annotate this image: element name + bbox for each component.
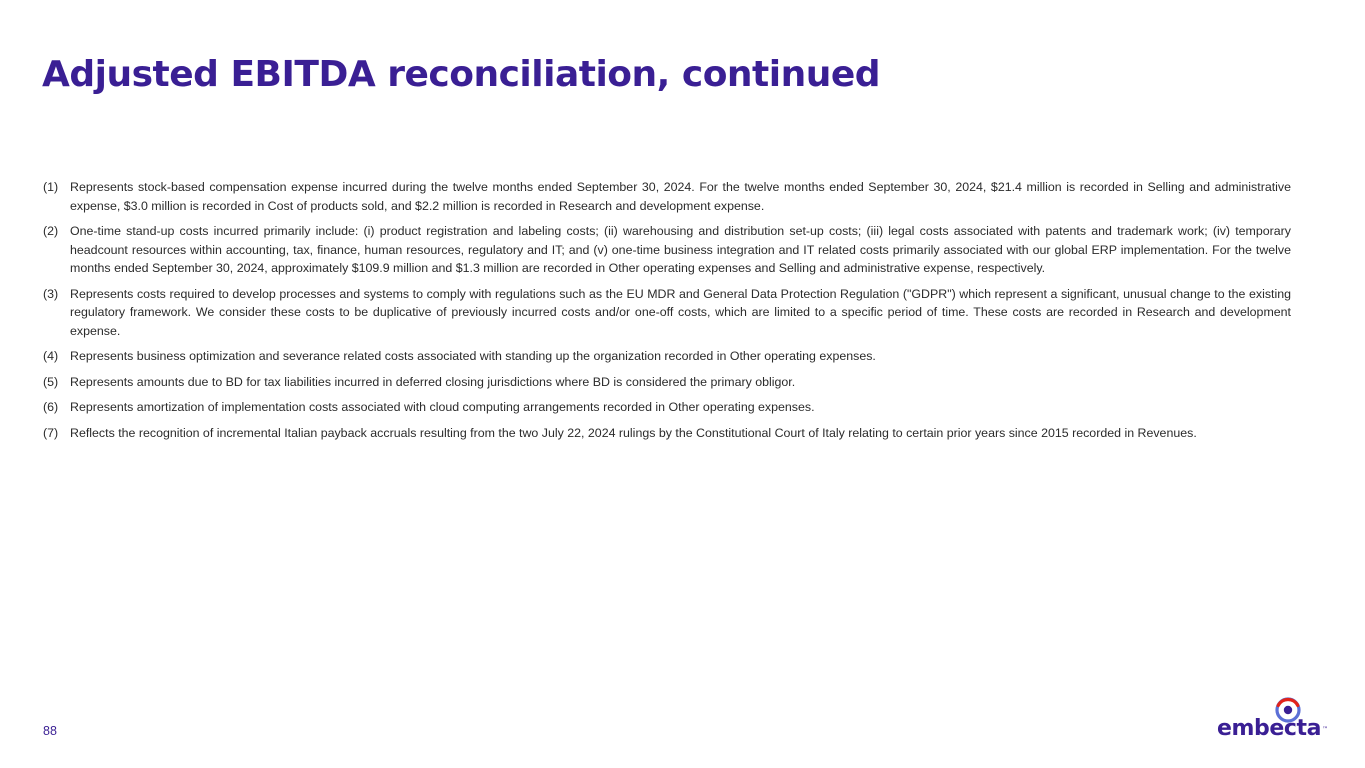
footnote-item xyxy=(43,178,1291,215)
footnote-number: (5) xyxy=(43,374,59,389)
footnote-item xyxy=(43,347,1291,366)
page-number: 88 xyxy=(43,724,57,738)
footnote-item xyxy=(43,398,1291,417)
footnotes-list xyxy=(43,178,1291,449)
trademark-symbol: ™ xyxy=(1322,726,1328,733)
footnote-number: (2) xyxy=(43,224,59,238)
footnote-item xyxy=(43,285,1291,341)
footnote-text: Represents amounts due to BD for tax liabilities incurred in deferred closing jurisdictions where BD is considered the primary obligor. xyxy=(70,374,796,389)
footnote-item xyxy=(43,222,1291,278)
footnote-text: Reflects the recognition of incremental Italian payback accruals resulting from the two July 22, 2024 rulings by the Constitutional Court of Italy relating to certain prior years since 2015 recorded in Revenues. xyxy=(70,425,1197,440)
embecta-logo xyxy=(1215,695,1330,745)
footnote-number: (4) xyxy=(43,349,59,363)
footnote-text: Represents stock-based compensation expense incurred during the twelve months ended September 30, 2024. For the twelve months ended September 30, 2024, $21.4 million is recorded in Selling and administrative expense, $3.0 million is recorded in Cost of products sold, and $2.2 million is recorded in Research and development expense. xyxy=(70,180,1291,213)
footnote-number: (7) xyxy=(43,425,59,440)
logo-wordmark-text: embecta xyxy=(1217,716,1322,741)
footnote-number: (1) xyxy=(43,180,59,194)
footnote-number: (6) xyxy=(43,400,59,414)
footnote-text: Represents costs required to develop processes and systems to comply with regulations such as the EU MDR and General Data Protection Regulation ("GDPR") which represent a significant, unusual change to the existing regulatory framework. We consider these costs to be duplicative of previously incurred costs and/or one-off costs, which are limited to a specific period of time. These costs are recorded in Research and development expense. xyxy=(70,286,1291,338)
footnote-text: One-time stand-up costs incurred primarily include: (i) product registration and labeling costs; (ii) warehousing and distribution set-up costs; (iii) legal costs associated with patents and trademark work; (iv) temporary headcount resources within accounting, tax, finance, human resources, regulatory and IT; and (v) one-time business integration and IT related costs primarily associated with our global ERP implementation. For the twelve months ended September 30, 2024, approximately $109.9 million and $1.3 million are recorded in Other operating expenses and Selling and administrative expense, respectively. xyxy=(70,224,1291,275)
footnote-item xyxy=(43,373,1291,392)
logo-wordmark xyxy=(1217,716,1328,741)
footnote-number: (3) xyxy=(43,286,59,301)
footnote-text: Represents amortization of implementation costs associated with cloud computing arrangements recorded in Other operating expenses. xyxy=(70,400,815,414)
page-title: Adjusted EBITDA reconciliation, continued xyxy=(42,54,881,95)
footnote-text: Represents business optimization and severance related costs associated with standing up the organization recorded in Other operating expenses. xyxy=(70,349,876,363)
footnote-item xyxy=(43,424,1291,443)
